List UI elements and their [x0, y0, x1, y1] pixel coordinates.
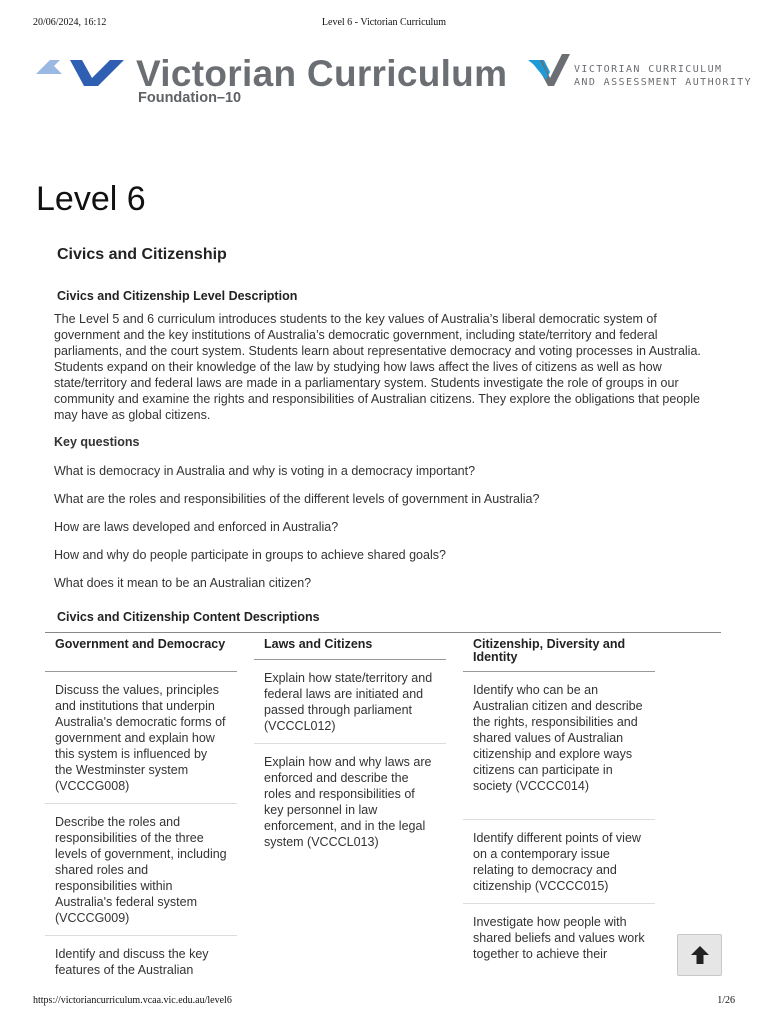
content-description-item[interactable]: Identify who can be an Australian citizen and describe the rights, responsibilities and shared values of Australian citizenship and explore ways citizens can participate in society (VCCCC014) [463, 672, 655, 820]
key-question: How are laws developed and enforced in Australia? [54, 520, 339, 534]
victorian-curriculum-logo[interactable] [36, 52, 506, 112]
vcaa-line-2: AND ASSESSMENT AUTHORITY [574, 77, 753, 88]
content-description-item[interactable]: Explain how state/territory and federal laws are initiated and passed through parliament (VCCCL012) [254, 660, 446, 744]
key-question: What is democracy in Australia and why is voting in a democracy important? [54, 464, 476, 478]
column-government-and-democracy [45, 633, 237, 976]
column-heading: Laws and Citizens [254, 633, 446, 660]
content-description-item[interactable]: Discuss the values, principles and institutions that underpin Australia's democratic forms of government and explain how this system is influenced by the Westminster system (VCCCG008) [45, 672, 237, 804]
column-laws-and-citizens [254, 633, 446, 860]
vcaa-line-1: VICTORIAN CURRICULUM [574, 64, 723, 75]
key-question: How and why do people participate in groups to achieve shared goals? [54, 548, 446, 562]
print-url: https://victoriancurriculum.vcaa.vic.edu.au/level6 [33, 995, 232, 1006]
column-citizenship-diversity-identity [463, 633, 655, 962]
victorian-curriculum-logo-mark-icon [36, 58, 126, 88]
column-heading: Citizenship, Diversity and Identity [463, 633, 655, 672]
content-descriptions-heading: Civics and Citizenship Content Descriptions [57, 610, 320, 624]
key-question: What are the roles and responsibilities of the different levels of government in Australia? [54, 492, 540, 506]
print-footer [33, 995, 735, 1009]
arrow-up-icon [690, 945, 710, 965]
print-datetime: 20/06/2024, 16:12 [33, 17, 107, 28]
key-question: What does it mean to be an Australian citizen? [54, 576, 312, 590]
content-description-item[interactable]: Describe the roles and responsibilities of the three levels of government, including shared roles and responsibilities within Australia's federal system (VCCCG009) [45, 804, 237, 936]
logo-title: Victorian Curriculum [136, 53, 508, 94]
key-questions-list [54, 463, 539, 603]
print-title: Level 6 - Victorian Curriculum [321, 17, 447, 28]
content-description-item[interactable]: Explain how and why laws are enforced and describe the roles and responsibilities of key personnel in law enforcement, and in the legal system (VCCCL013) [264, 755, 432, 849]
section-title: Civics and Citizenship [57, 246, 227, 263]
content-description-item[interactable]: Identify and discuss the key features of the Australian [55, 947, 209, 976]
vcaa-checkmark-icon [528, 52, 572, 90]
content-description-item[interactable]: Identify different points of view on a contemporary issue relating to democracy and citizenship (VCCCC015) [463, 820, 655, 904]
vcaa-text [574, 63, 752, 89]
logo-subtitle: Foundation–10 [138, 90, 242, 106]
back-to-top-button[interactable] [677, 934, 722, 976]
print-header [33, 17, 735, 31]
level-description-text: The Level 5 and 6 curriculum introduces students to the key values of Australia’s liberal democratic system of government and the key institutions of Australia’s democratic government, including state/territory and federal parliaments, and the court system. Students learn about representative democracy and voting processes in Australia. Students expand on their knowledge of the law by studying how laws affect the lives of citizens as well as how state/territory and federal laws are made in a parliamentary system. Students investigate the role of groups in our community and examine the rights and responsibilities of Australian citizens. They explore the obligations that people may have as global citizens. [54, 312, 701, 422]
page-title: Level 6 [36, 180, 146, 218]
vcaa-logo[interactable] [528, 52, 753, 92]
content-description-item[interactable]: Investigate how people with shared beliefs and values work together to achieve their [473, 915, 645, 961]
key-questions-heading: Key questions [54, 435, 140, 449]
print-page-number: 1/26 [717, 995, 735, 1006]
level-description-heading: Civics and Citizenship Level Description [57, 289, 298, 303]
column-heading: Government and Democracy [45, 633, 237, 672]
